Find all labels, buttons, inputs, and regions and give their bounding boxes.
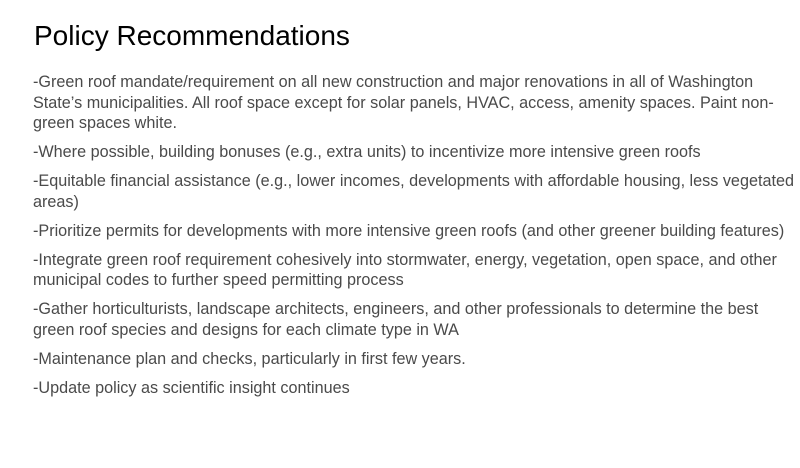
- list-item: -Where possible, building bonuses (e.g., extra units) to incentivize more intensive green roofs: [33, 143, 701, 161]
- recommendation-list: [33, 72, 800, 407]
- list-item: -Prioritize permits for developments with more intensive green roofs (and other greener building features): [33, 221, 785, 240]
- list-item: -Equitable financial assistance (e.g., lower incomes, developments with affordable housing, less vegetated areas): [33, 172, 794, 211]
- list-item: -Update policy as scientific insight continues: [33, 378, 350, 397]
- list-item: -Gather horticulturists, landscape architects, engineers, and other professionals to determine the best green roof species and designs for each climate type in WA: [33, 300, 759, 339]
- list-item: -Maintenance plan and checks, particularly in first few years.: [33, 349, 466, 368]
- list-item: -Integrate green roof requirement cohesively into stormwater, energy, vegetation, open space, and other municipal codes to further speed permitting process: [33, 250, 777, 289]
- list-item: -Green roof mandate/requirement on all new construction and major renovations in all of Washington State’s municipalities. All roof space except for solar panels, HVAC, access, amenity spaces. Paint non-green spaces white.: [33, 73, 774, 132]
- slide-title: Policy Recommendations: [34, 20, 350, 51]
